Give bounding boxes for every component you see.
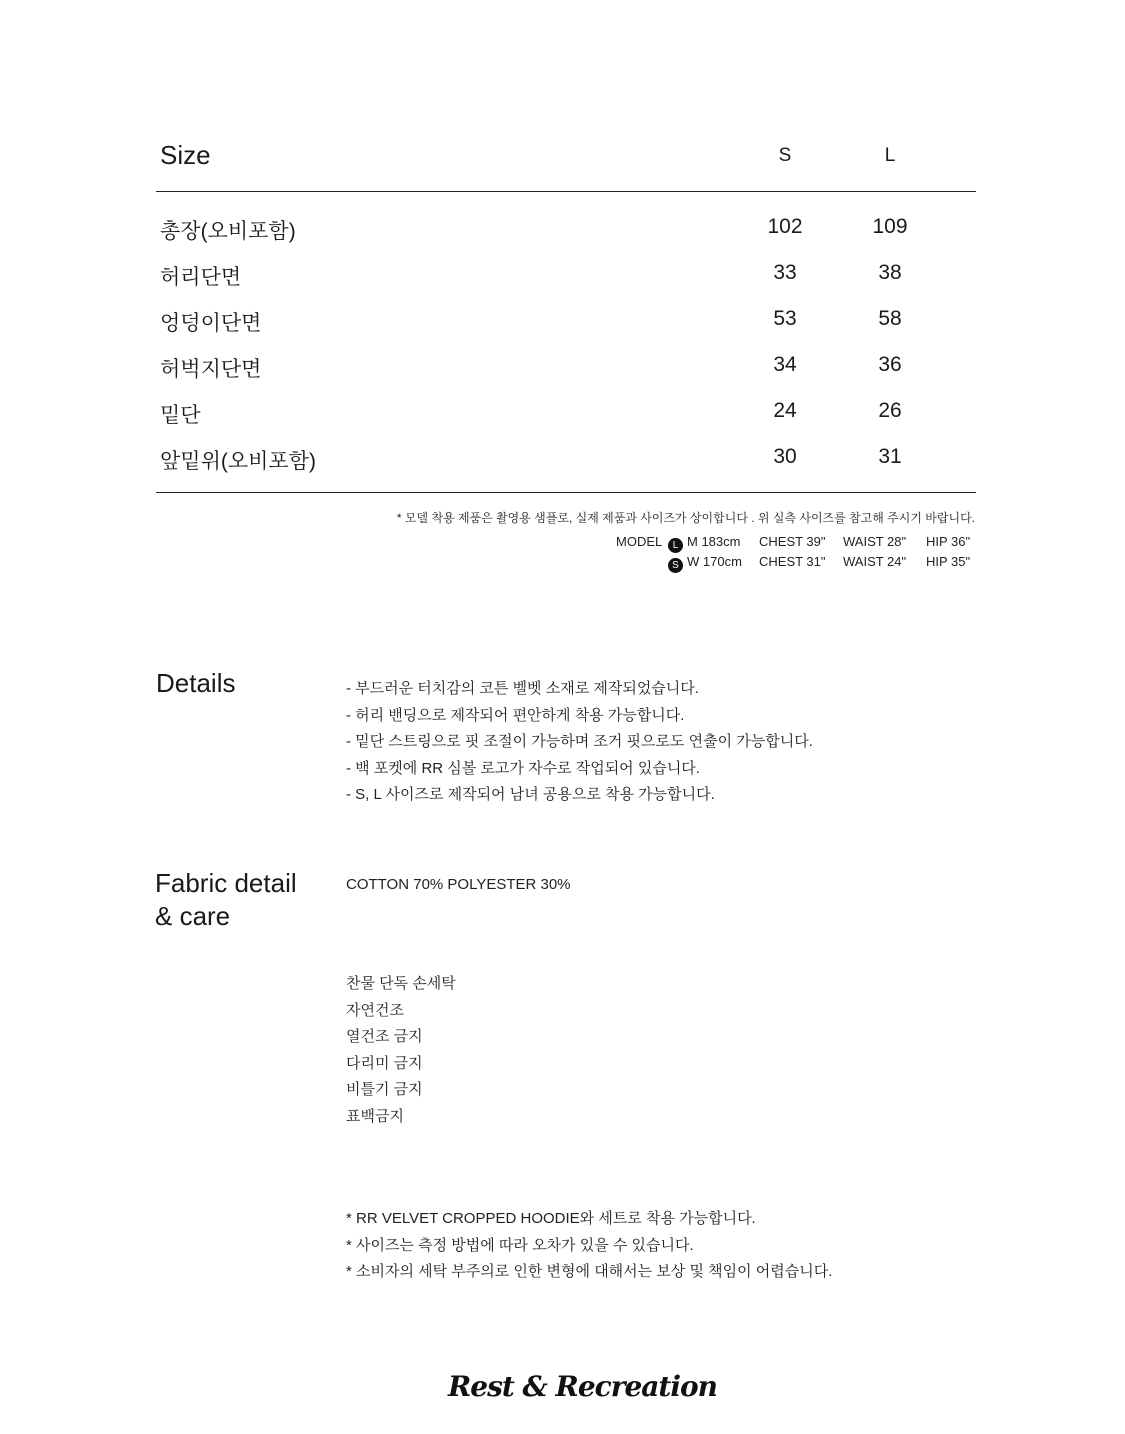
fabric-title-line1: Fabric detail [155, 868, 297, 898]
value-s: 24 [773, 399, 797, 422]
row-label: 허벅지단면 [160, 358, 262, 381]
model-height: M 183cm [687, 534, 741, 549]
model-waist: WAIST 24" [843, 554, 907, 569]
detail-item: - S, L 사이즈로 제작되어 남녀 공용으로 착용 가능합니다. [346, 786, 715, 803]
value-s: 34 [773, 353, 797, 376]
detail-item: - 허리 밴딩으로 제작되어 편안하게 착용 가능합니다. [346, 706, 685, 724]
care-instruction: 다리미 금지 [346, 1054, 423, 1072]
brand-logo: Rest & Recreation [448, 1370, 718, 1403]
notice-item: * 소비자의 세탁 부주의로 인한 변형에 대해서는 보상 및 책임이 어렵습니다. [346, 1263, 833, 1280]
value-l: 31 [878, 445, 902, 468]
column-header-s: S [778, 145, 792, 166]
row-label: 밑단 [160, 404, 201, 427]
size-badge-icon: S [668, 558, 683, 573]
care-instruction: 열건조 금지 [346, 1028, 423, 1045]
care-instruction: 표백금지 [346, 1107, 404, 1125]
value-l: 36 [878, 353, 902, 376]
fabric-title-line2: & care [155, 901, 231, 931]
fabric-composition: COTTON 70% POLYESTER 30% [346, 876, 571, 893]
care-instruction: 자연건조 [346, 1001, 404, 1019]
row-label: 허리단면 [160, 266, 242, 289]
model-chest: CHEST 31" [759, 554, 826, 569]
detail-item: - 부드러운 터치감의 코튼 벨벳 소재로 제작되었습니다. [346, 680, 699, 697]
details-title: Details [156, 668, 236, 698]
size-note: * 모델 착용 제품은 촬영용 샘플로, 실제 제품과 사이즈가 상이합니다 . 위 실측 사이즈를 참고해 주시기 바랍니다. [396, 511, 975, 525]
model-chest: CHEST 39" [759, 534, 826, 549]
model-waist: WAIST 28" [843, 534, 907, 549]
care-instruction: 찬물 단독 손세탁 [346, 975, 456, 992]
table-top-divider [156, 191, 976, 192]
row-label: 앞밑위(오비포함) [160, 450, 316, 473]
table-row [160, 261, 975, 291]
detail-item: - 백 포켓에 RR 심볼 로고가 자수로 작업되어 있습니다. [346, 759, 700, 777]
detail-item: - 밑단 스트링으로 핏 조절이 가능하며 조거 핏으로도 연출이 가능합니다. [346, 733, 813, 750]
notice-item: * 사이즈는 측정 방법에 따라 오차가 있을 수 있습니다. [346, 1236, 694, 1254]
size-title: Size [160, 140, 211, 170]
table-row [160, 215, 975, 245]
model-label: MODEL [616, 534, 663, 549]
table-row [160, 307, 975, 337]
model-height: W 170cm [687, 554, 742, 569]
value-s: 102 [767, 215, 803, 238]
fabric-title [155, 867, 297, 933]
table-bottom-divider [156, 492, 976, 493]
care-instruction: 비틀기 금지 [346, 1081, 423, 1098]
table-row [160, 353, 975, 383]
model-size-badge [668, 554, 683, 573]
notice-item: * RR VELVET CROPPED HOODIE와 세트로 착용 가능합니다. [346, 1210, 756, 1227]
model-hip: HIP 36" [926, 534, 971, 549]
table-row [160, 399, 975, 429]
value-s: 33 [773, 261, 797, 284]
row-label: 엉덩이단면 [160, 312, 262, 335]
model-size-badge [668, 534, 683, 553]
value-l: 58 [878, 307, 902, 330]
value-l: 38 [878, 261, 902, 284]
value-s: 53 [773, 307, 797, 330]
value-l: 109 [872, 215, 908, 238]
column-header-l: L [884, 145, 896, 166]
model-hip: HIP 35" [926, 554, 971, 569]
value-s: 30 [773, 445, 797, 468]
size-badge-icon: L [668, 538, 683, 553]
value-l: 26 [878, 399, 902, 422]
row-label: 총장(오비포함) [160, 220, 296, 243]
table-row [160, 445, 975, 475]
